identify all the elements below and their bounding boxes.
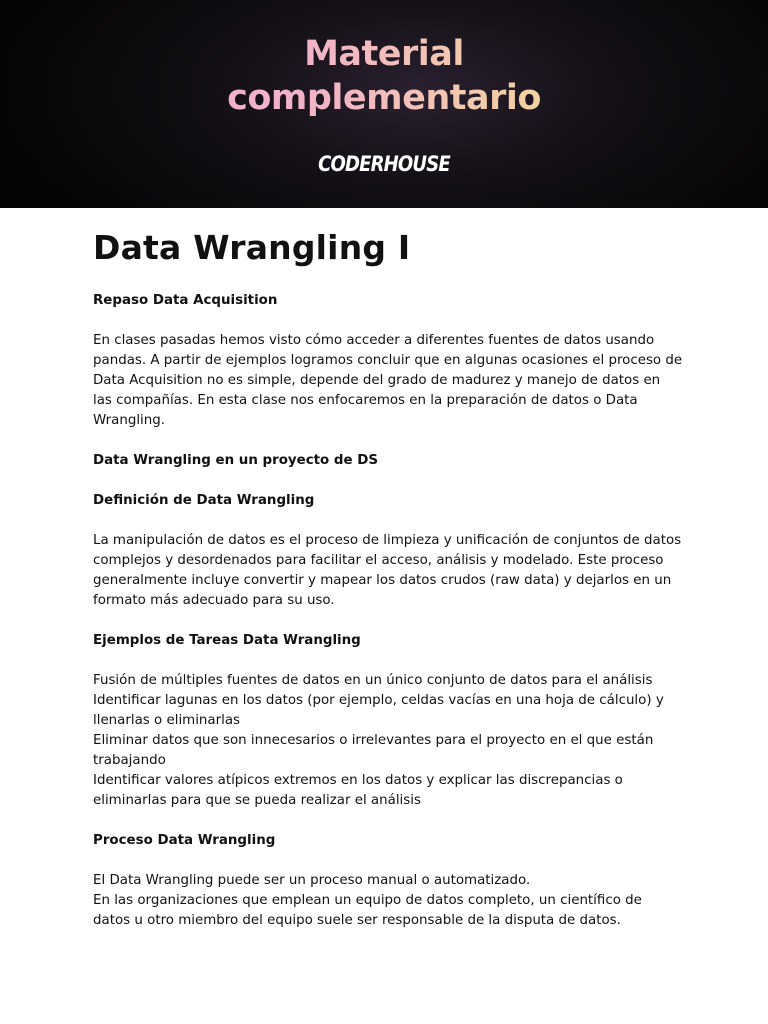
list-item: Identificar lagunas en los datos (por ejemplo, celdas vacías en una hoja de cálculo) y llenarlas o eliminarlas: [93, 693, 664, 728]
section-heading-proceso: Proceso Data Wrangling: [93, 833, 276, 848]
list-item: Eliminar datos que son innecesarios o irrelevantes para el proyecto en el que están trabajando: [93, 733, 654, 768]
task-list: [93, 671, 683, 811]
section-heading-ejemplos: Ejemplos de Tareas Data Wrangling: [93, 633, 361, 648]
list-item: Fusión de múltiples fuentes de datos en un único conjunto de datos para el análisis: [93, 673, 653, 688]
banner-title: [0, 32, 768, 120]
section-heading-repaso: Repaso Data Acquisition: [93, 293, 278, 308]
section-heading-definicion: Definición de Data Wrangling: [93, 493, 315, 508]
paragraph-proceso: [93, 871, 683, 931]
header-banner: [0, 0, 768, 208]
section-heading-proyecto: Data Wrangling en un proyecto de DS: [93, 453, 378, 468]
brand-logo: CODERHOUSE: [318, 152, 450, 176]
paragraph-line: El Data Wrangling puede ser un proceso manual o automatizado.: [93, 873, 531, 888]
paragraph-line: En las organizaciones que emplean un equipo de datos completo, un científico de datos u otro miembro del equipo suele ser responsable de la disputa de datos.: [93, 893, 642, 928]
document-body: [93, 226, 683, 931]
paragraph-definicion: La manipulación de datos es el proceso de limpieza y unificación de conjuntos de datos complejos y desordenados para facilitar el acceso, análisis y modelado. Este proceso generalmente incluye convertir y mapear los datos crudos (raw data) y dejarlos en un formato más adecuado para su uso.: [93, 533, 682, 608]
banner-title-line1: Material: [0, 32, 768, 76]
list-item: Identificar valores atípicos extremos en los datos y explicar las discrepancias o eliminarlas para que se pueda realizar el análisis: [93, 773, 623, 808]
paragraph-repaso: En clases pasadas hemos visto cómo acceder a diferentes fuentes de datos usando pandas. A partir de ejemplos logramos concluir que en algunas ocasiones el proceso de Data Acquisition no es simple, depende del grado de madurez y manejo de datos en las compañías. En esta clase nos enfocaremos en la preparación de datos o Data Wrangling.: [93, 333, 683, 428]
page-title: Data Wrangling I: [93, 228, 411, 267]
banner-title-line2: complementario: [0, 76, 768, 120]
